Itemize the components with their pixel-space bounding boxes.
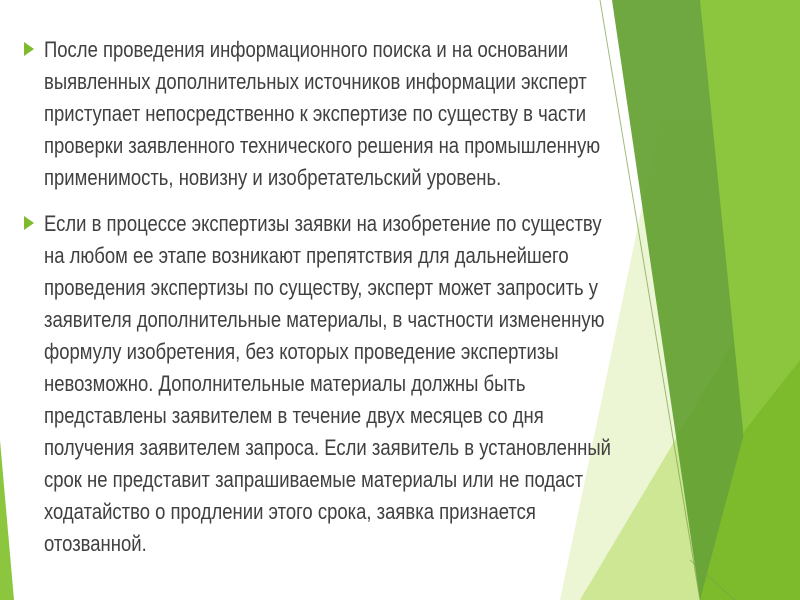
text-line: срок не представит запрашиваемые материалы или не подаст bbox=[44, 467, 584, 492]
text-line: приступает непосредственно к экспертизе по существу в части bbox=[44, 101, 587, 126]
text-line: выявленных дополнительных источников информации эксперт bbox=[44, 69, 587, 94]
text-line: отозванной. bbox=[44, 531, 147, 556]
bullet-item bbox=[22, 34, 662, 194]
text-line: После проведения информационного поиска и на основании bbox=[44, 37, 569, 62]
text-line: ходатайство о продлении этого срока, заявка признается bbox=[44, 499, 536, 524]
triangle-bullet-icon bbox=[24, 42, 34, 56]
text-line: формулу изобретения, без которых проведение экспертизы bbox=[44, 339, 559, 364]
bullet-text bbox=[44, 208, 661, 560]
left-edge-stripe bbox=[0, 440, 14, 600]
triangle-bullet-icon bbox=[24, 216, 34, 230]
text-line: заявителя дополнительные материалы, в частности измененную bbox=[44, 307, 605, 332]
slide-content bbox=[22, 34, 662, 574]
text-line: невозможно. Дополнительные материалы должны быть bbox=[44, 371, 526, 396]
text-line: представлены заявителем в течение двух месяцев со дня bbox=[44, 403, 544, 428]
text-line: проведения экспертизы по существу, эксперт может запросить у bbox=[44, 275, 598, 300]
text-line: получения заявителем запроса. Если заявитель в установленный bbox=[44, 435, 611, 460]
text-line: проверки заявленного технического решения на промышленную bbox=[44, 133, 601, 158]
text-line: на любом ее этапе возникают препятствия для дальнейшего bbox=[44, 243, 569, 268]
text-line: Если в процессе экспертизы заявки на изобретение по существу bbox=[44, 211, 602, 236]
text-line: применимость, новизну и изобретательский уровень. bbox=[44, 165, 502, 190]
bullet-text bbox=[44, 34, 661, 194]
bullet-item bbox=[22, 208, 662, 560]
